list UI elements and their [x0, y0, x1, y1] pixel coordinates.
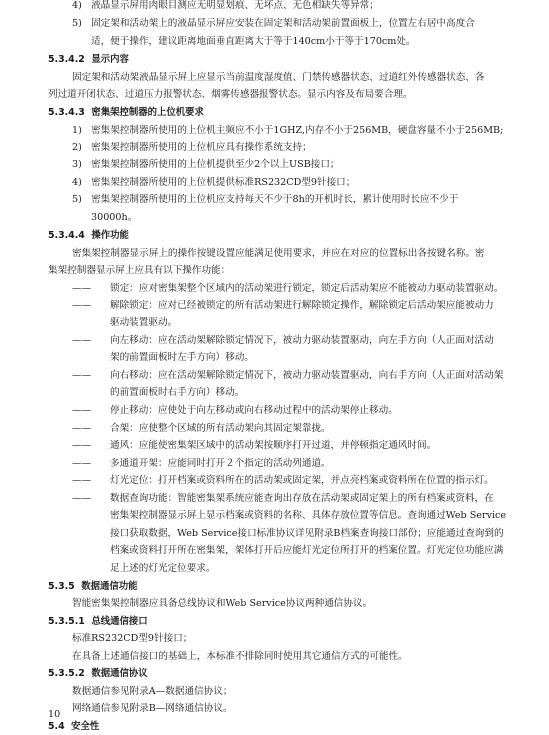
paragraph-line: 数据通信参见附录A—数据通信协议； [72, 686, 233, 697]
function-item: —— 多通道开架：应能同时打开２个指定的活动列通道。 [72, 458, 331, 469]
paragraph-line: 列过道开闭状态、过道压力报警状态、烟雾传感器报警状态。显示内容及布局要合理。 [48, 89, 413, 100]
function-item-continuation: 档案或资料打开所在密集架，架体打开后应能灯光定位所打开的档案位置。灯光定位功能应满 [110, 545, 504, 556]
function-item: —— 停止移动：应使处于向左移动或向右移动过程中的活动架停止移动。 [72, 405, 398, 416]
function-item: —— 锁定：应对密集架整个区域内的活动架进行锁定，锁定后活动架应不能被动力驱动装置驱动。 [72, 283, 504, 294]
section-heading: 5.3.4.2 显示内容 [48, 54, 129, 65]
paragraph-line: 网络通信参见附录B—网络通信协议。 [72, 703, 233, 714]
function-item-continuation: 的前置面板时右手方向）移动。 [110, 387, 245, 398]
function-item: —— 数据查询功能：智能密集架系统应能查询出存放在活动架或固定架上的所有档案或资料，在 [72, 493, 494, 504]
list-item-continuation: 30000h。 [91, 212, 138, 223]
list-item: 5) 固定架和活动架上的液晶显示屏应安装在固定架和活动架前置面板上，位置左右居中高度合 [72, 18, 475, 29]
function-item-continuation: 驱动装置驱动。 [110, 317, 178, 328]
section-heading: 5.3.5.2 数据通信协议 [48, 668, 148, 679]
function-item: —— 通风：应能使密集架区域中的活动架按顺序打开过道，并停顿指定通风时间。 [72, 440, 437, 451]
paragraph-line: 智能密集架控制器应具备总线协议和Web Service协议两种通信协议。 [72, 598, 373, 609]
section-heading: 5.3.5 数据通信功能 [48, 581, 138, 592]
paragraph-line: 集架控制器显示屏上应具有以下操作功能： [48, 265, 231, 276]
list-item: 2) 密集架控制器所使用的上位机应具有操作系统支持； [72, 142, 312, 153]
function-item: —— 向右移动：应在活动架解除锁定情况下，被动力驱动装置驱动，向右手方向（人正面对活动架 [72, 370, 504, 381]
function-item-continuation: 架的前置面板时左手方向）移动。 [110, 352, 254, 363]
list-item: 5) 密集架控制器所使用的上位机应支持每天不少于8h的开机时长，累计使用时长应不少于 [72, 194, 459, 205]
section-heading: 5.3.4.3 密集架控制器的上位机要求 [48, 107, 204, 118]
paragraph-line: 在具备上述通信接口的基础上，本标准不排除同时使用其它通信方式的可能性。 [72, 651, 408, 662]
function-item-continuation: 接口获取数据，Web Service接口标准协议详见附录B档案查询接口部份；应能通过查询到的 [110, 528, 504, 539]
function-item: —— 解除锁定：应对已经被锁定的所有活动架进行解除锁定操作，解除锁定后活动架应能被动力 [72, 300, 494, 311]
function-item: —— 合架：应使整个区域的所有活动架向其固定架靠拢。 [72, 423, 331, 434]
function-item: —— 灯光定位：打开档案或资料所在的活动架或固定架，并点亮档案或资料所在位置的指示灯。 [72, 475, 494, 486]
list-item-continuation: 适，便于操作，建议距离地面垂直距离大于等于140cm小于等于170cm处。 [91, 36, 416, 47]
paragraph-line: 标准RS232CD型9针接口； [72, 633, 193, 644]
paragraph-line: 密集架控制器显示屏上的操作按键设置应能满足使用要求，并应在对应的位置标出各按键名称。密 [72, 248, 485, 259]
list-item: 1) 密集架控制器所使用的上位机主频应不小于1GHZ,内存不小于256MB，硬盘容量不小于256MB; [72, 125, 504, 136]
list-item: 4) 液晶显示屏用肉眼目测应无明显划痕、无坏点、无色相缺失等异常； [72, 0, 379, 11]
section-heading: 5.3.4.4 操作功能 [48, 230, 129, 241]
function-item-continuation: 密集架控制器显示屏上显示档案或资料的名称、具体存放位置等信息。查询通过Web Service [110, 510, 507, 521]
section-heading: 5.4 安全性 [48, 721, 100, 732]
list-item: 4) 密集架控制器所使用的上位机提供标准RS232CD型9针接口； [72, 177, 356, 188]
section-heading: 5.3.5.1 总线通信接口 [48, 616, 148, 627]
list-item: 3) 密集架控制器所使用的上位机提供至少2个以上USB接口； [72, 159, 340, 170]
paragraph-line: 固定架和活动架液晶显示屏上应显示当前温度湿度值、门禁传感器状态、过道红外传感器状态、各 [72, 72, 485, 83]
function-item-continuation: 足上述的灯光定位要求。 [110, 563, 216, 574]
function-item: —— 向左移动：应在活动架解除锁定情况下，被动力驱动装置驱动，向左手方向（人正面对活动 [72, 335, 494, 346]
page-number: 10 [48, 709, 61, 720]
